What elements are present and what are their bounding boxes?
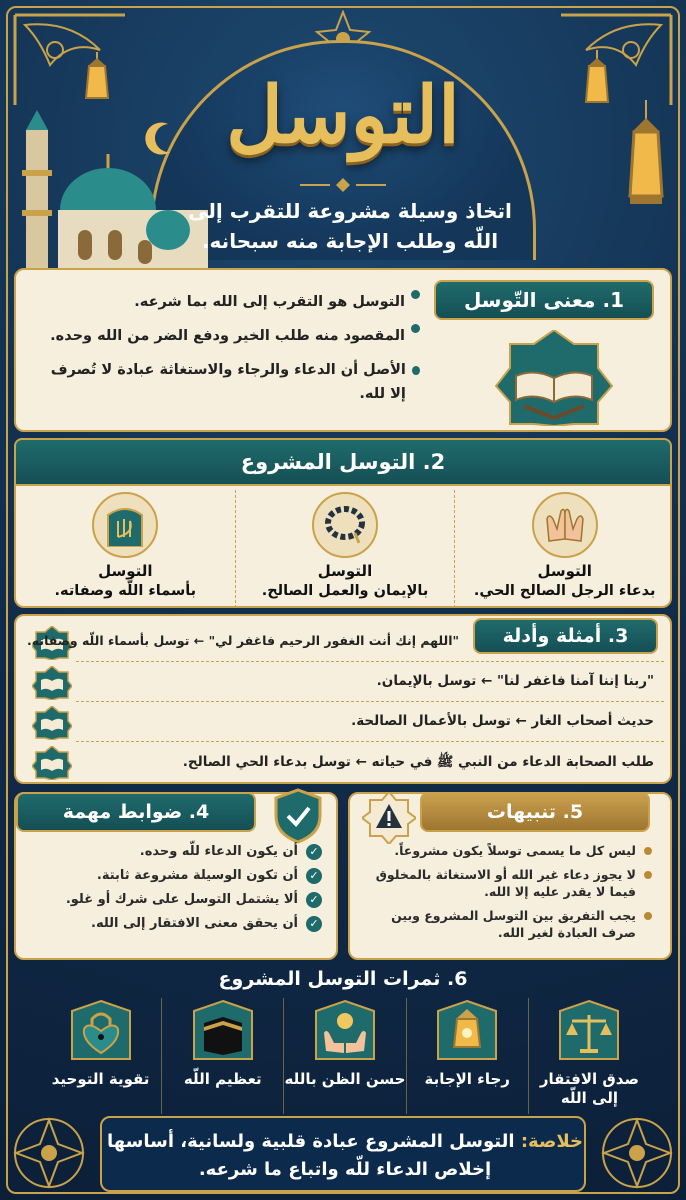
list-item: لا يجوز دعاء غير الله أو الاستغاثة بالمخلوق فيما لا يقدر عليه إلا الله. xyxy=(362,866,652,900)
fruit-item: رجاء الإجابة xyxy=(407,998,529,1114)
book-badge-icon xyxy=(32,706,72,740)
section-examples-title: 3. أمثلة وأدلة xyxy=(473,618,658,654)
legitimate-item: التوسل بأسماء اللّه وصفاته. xyxy=(16,490,236,608)
page-title: التوسل xyxy=(226,70,460,161)
list-item: ✓ أن يحقق معنى الافتقار إلى الله. xyxy=(26,912,322,936)
section-warnings xyxy=(348,792,672,960)
list-item: ✓ أن تكون الوسيلة مشروعة ثابتة. xyxy=(26,864,322,888)
section-fruits-title: 6. ثمرات التوسل المشروع xyxy=(218,968,468,990)
mandala-ornament-icon xyxy=(594,1110,680,1196)
warning-icon xyxy=(362,792,416,844)
bullet-icon xyxy=(411,324,420,333)
check-icon: ✓ xyxy=(306,916,322,932)
list-item: المقصود منه طلب الخير ودفع الضر من الله وحده. xyxy=(40,324,420,348)
bullet-icon xyxy=(644,847,652,855)
fruit-item: حسن الظن بالله xyxy=(284,998,406,1114)
header xyxy=(0,0,686,268)
section-examples xyxy=(14,614,672,784)
conclusion-text xyxy=(102,1128,588,1184)
section-meaning-title: 1. معنى التّوسل xyxy=(434,280,654,320)
rules-list xyxy=(26,840,322,936)
kaaba-icon xyxy=(189,998,257,1064)
list-item: حديث أصحاب الغار ← توسل بالأعمال الصالحة. xyxy=(16,704,674,744)
section-legitimate-title: 2. التوسل المشروع xyxy=(14,438,672,486)
shield-check-icon xyxy=(272,788,324,844)
hands-light-icon xyxy=(311,998,379,1064)
conclusion-box xyxy=(100,1116,586,1192)
allah-calligraphy-icon xyxy=(92,492,158,558)
book-badge-icon xyxy=(32,746,72,780)
list-item: التوسل هو التقرب إلى الله بما شرعه. xyxy=(40,290,420,314)
lantern-icon xyxy=(433,998,501,1064)
list-item: يجب التفريق بين التوسل المشروع وبين صرف العبادة لغير الله. xyxy=(362,907,652,941)
conclusion-body: التوسل المشروع عبادة قلبية ولسانية، أساسها إخلاص الدعاء للّه واتباع ما شرعه. xyxy=(107,1131,515,1180)
fruit-item: تقوية التوحيد xyxy=(40,998,162,1114)
list-item: ✓ أن يكون الدعاء للّه وحده. xyxy=(26,840,322,864)
open-quran-icon xyxy=(494,330,614,426)
list-item: "اللهم إنك أنت الغفور الرحيم فاغفر لي" ← توسل بأسماء اللّه وصفاته. xyxy=(16,624,674,664)
list-item: "ربنا إننا آمنا فاغفر لنا" ← توسل بالإيمان. xyxy=(16,664,674,704)
check-icon: ✓ xyxy=(306,892,322,908)
warnings-list xyxy=(362,842,652,948)
section-warnings-title: 5. تنبيهات xyxy=(420,792,650,832)
list-item: الأصل أن الدعاء والرجاء والاستغاثة عبادة لا تُصرف إلا لله. xyxy=(40,358,420,406)
conclusion-lead: خلاصة: xyxy=(520,1131,583,1152)
scales-icon xyxy=(555,998,623,1064)
fruit-item: تعظيم اللّه xyxy=(162,998,284,1114)
check-icon: ✓ xyxy=(306,844,322,860)
section-legitimate xyxy=(14,438,672,608)
fruit-item: صدق الافتقار إلى اللّه xyxy=(529,998,650,1114)
heart-lock-icon xyxy=(67,998,135,1064)
bullet-icon xyxy=(644,912,652,920)
list-item: ليس كل ما يسمى توسلاً يكون مشروعاً. xyxy=(362,842,652,859)
page-subtitle: اتخاذ وسيلة مشروعة للتقرب إلى اللّه وطلب الإجابة منه سبحانه. xyxy=(188,199,512,253)
prayer-beads-icon xyxy=(312,492,378,558)
section-rules-title: 4. ضوابط مهمة xyxy=(16,792,256,832)
list-item: ✓ ألا يشتمل التوسل على شرك أو غلو. xyxy=(26,888,322,912)
check-icon: ✓ xyxy=(306,868,322,884)
meaning-list xyxy=(40,290,420,416)
praying-hands-icon xyxy=(532,492,598,558)
section-meaning xyxy=(14,268,672,432)
section-rules xyxy=(14,792,338,960)
divider-ornament-icon xyxy=(300,178,386,192)
bullet-icon xyxy=(411,290,420,299)
bullet-icon xyxy=(412,366,420,375)
list-item: طلب الصحابة الدعاء من النبي ﷺ في حياته ← توسل بدعاء الحي الصالح. xyxy=(16,744,674,784)
mandala-ornament-icon xyxy=(6,1110,92,1196)
legitimate-columns xyxy=(16,490,674,608)
section-fruits xyxy=(14,964,672,1116)
legitimate-item: التوسل بالإيمان والعمل الصالح. xyxy=(236,490,456,608)
book-badge-icon xyxy=(32,666,72,700)
bullet-icon xyxy=(644,871,652,879)
fruits-columns xyxy=(40,998,650,1114)
legitimate-item: التوسل بدعاء الرجل الصالح الحي. xyxy=(455,490,674,608)
